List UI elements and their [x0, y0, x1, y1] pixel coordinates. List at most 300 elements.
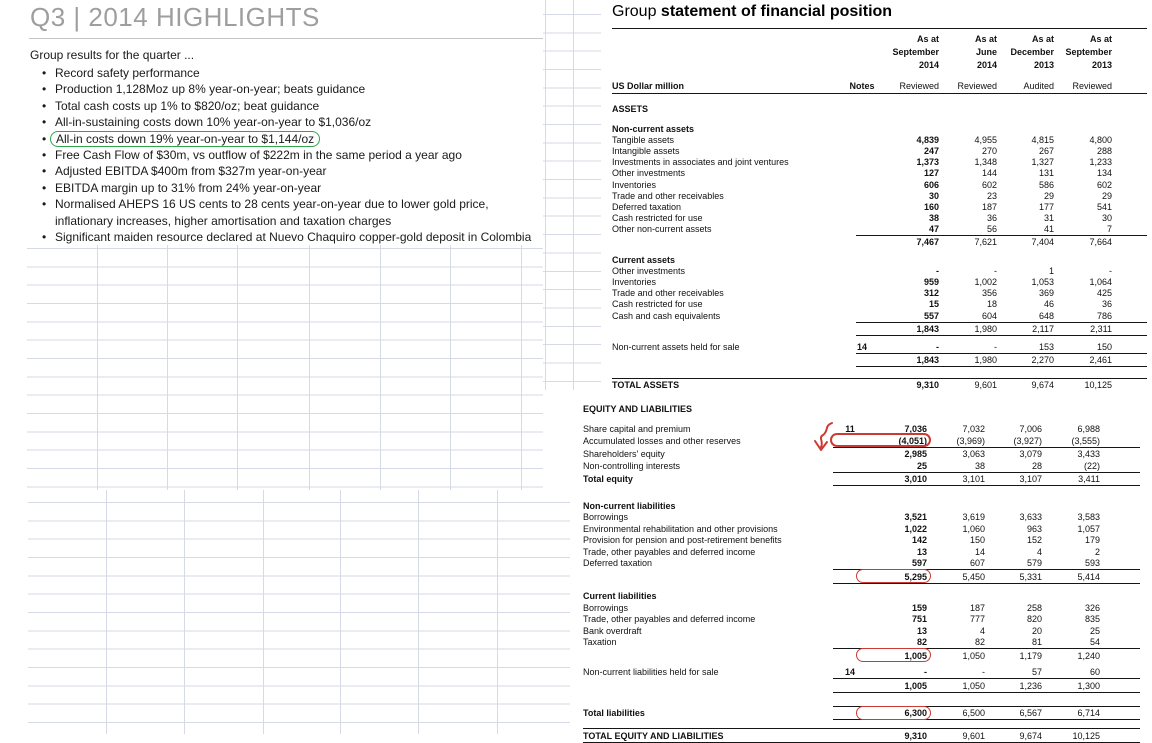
gridline	[380, 243, 381, 490]
period-header-line: 2013	[1033, 60, 1054, 70]
row-value: 4,955	[974, 134, 997, 145]
statement-row	[571, 679, 1152, 691]
row-value: 179	[1084, 535, 1100, 545]
slide-bullet-list	[0, 65, 543, 245]
row-label: Non-controlling interests	[583, 460, 681, 471]
row-value: 9,601	[962, 730, 985, 741]
slide-bullet	[42, 163, 547, 179]
statement-row	[601, 201, 1152, 212]
row-note: 14	[856, 341, 867, 352]
row-value: 10,125	[1084, 380, 1112, 391]
row-label: Total equity	[583, 474, 633, 484]
row-value: 356	[981, 288, 997, 299]
row-value: 187	[981, 201, 997, 212]
row-value: 18	[986, 299, 997, 310]
row-value: 3,521	[904, 512, 927, 522]
table-rule	[856, 335, 1147, 336]
unit-label: US Dollar million	[612, 81, 685, 92]
row-label: Inventories	[612, 179, 657, 190]
row-value: 270	[981, 145, 997, 156]
bullet-dot: •	[42, 197, 47, 212]
row-value: 557	[923, 310, 939, 321]
period-header-line: September	[892, 47, 939, 57]
slide-title-rule	[29, 38, 543, 39]
period-header-line: September	[1065, 47, 1112, 57]
row-label: Other investments	[612, 265, 686, 276]
row-value: 820	[1026, 614, 1042, 624]
row-value: 10,125	[1072, 730, 1100, 741]
row-value: 959	[923, 277, 939, 287]
period-header	[939, 33, 997, 72]
statement-row	[601, 276, 1152, 287]
statement-row	[601, 212, 1152, 223]
bullet-dot: •	[42, 131, 47, 146]
row-value: 7,006	[1019, 424, 1042, 434]
spreadsheet-gridlines-strip	[543, 14, 601, 390]
row-label: Deferred taxation	[583, 558, 653, 568]
row-value: 648	[1038, 310, 1054, 321]
financial-statement-top	[601, 0, 1152, 390]
bullet-text: Adjusted EBITDA $400m from $327m year-on-year	[55, 164, 327, 179]
row-label: Cash restricted for use	[612, 213, 703, 224]
row-value: -	[936, 265, 939, 276]
row-value: 150	[1096, 341, 1112, 352]
row-value: 20	[1031, 625, 1042, 636]
row-value: 6,988	[1077, 424, 1100, 434]
statement-row	[601, 309, 1152, 320]
row-value: 835	[1084, 614, 1100, 624]
statement-row	[571, 545, 1152, 557]
statement-row	[601, 122, 1152, 133]
slide-bullet	[42, 147, 547, 163]
row-value: 1,373	[916, 157, 939, 168]
row-value: (22)	[1083, 460, 1100, 471]
red-arrow-annotation	[812, 420, 840, 458]
row-value: 81	[1031, 637, 1042, 647]
statement-row	[601, 145, 1152, 156]
row-value: 1,980	[974, 323, 997, 334]
period-header-line: 2014	[918, 60, 939, 70]
row-value: 7,404	[1031, 237, 1054, 248]
bullet-text: All-in-sustaining costs down 10% year-on-year to $1,036/oz	[55, 115, 372, 130]
statement-row	[601, 379, 1152, 390]
row-value: 6,714	[1077, 708, 1100, 718]
statement-row	[601, 178, 1152, 189]
row-value: 267	[1038, 145, 1054, 156]
statement-row	[571, 636, 1152, 648]
row-value: 3,063	[962, 449, 985, 459]
row-label: Intangible assets	[612, 145, 680, 156]
row-label: Shareholders' equity	[583, 449, 665, 459]
row-label: Accumulated losses and other reserves	[583, 435, 741, 446]
row-value: -	[994, 265, 997, 276]
row-value: 1,050	[962, 680, 985, 691]
statement-row	[601, 223, 1152, 234]
row-value: 1,053	[1031, 277, 1054, 287]
bullet-dot: •	[42, 115, 47, 130]
row-value: 1,843	[916, 323, 939, 334]
row-label: Non-current assets	[612, 123, 695, 134]
period-header	[997, 33, 1054, 72]
row-value: 1,300	[1077, 680, 1100, 691]
statement-row	[571, 666, 1152, 678]
row-value: 3,107	[1019, 474, 1042, 484]
row-value: 41	[1043, 224, 1054, 235]
statement-row	[601, 323, 1152, 334]
bullet-dot: •	[42, 230, 47, 245]
statement-row	[601, 190, 1152, 201]
row-value: 9,310	[916, 380, 939, 391]
row-value: 1,327	[1031, 157, 1054, 168]
statement-row	[601, 167, 1152, 178]
row-label: Current assets	[612, 254, 676, 265]
bullet-text-highlighted: All-in costs down 19% year-on-year to $1,144/oz	[50, 131, 320, 147]
row-value: 1,236	[1019, 680, 1042, 691]
row-value: 28	[1031, 460, 1042, 471]
statement-title	[612, 3, 1152, 21]
row-value: 593	[1084, 558, 1100, 568]
row-value: (3,555)	[1071, 435, 1100, 446]
row-value: 1,057	[1077, 523, 1100, 534]
statement-row	[601, 341, 1152, 352]
row-value: (3,969)	[956, 435, 985, 446]
row-value: 30	[928, 190, 939, 201]
title-rule	[612, 28, 1147, 29]
row-value: 6,567	[1019, 708, 1042, 718]
gridline	[521, 243, 522, 490]
row-value: 1,022	[904, 523, 927, 534]
row-value: 247	[923, 145, 939, 156]
slide-bullet	[42, 65, 547, 81]
row-note: 14	[844, 667, 855, 677]
gridline	[263, 490, 264, 734]
statement-row	[571, 522, 1152, 534]
spreadsheet-gridlines-lower-left	[28, 502, 570, 734]
row-label: Other investments	[612, 168, 686, 179]
statement-row	[571, 534, 1152, 546]
row-value: 1,005	[904, 680, 927, 691]
period-header-line: June	[975, 47, 997, 57]
row-value: 46	[1043, 299, 1054, 310]
row-label: Bank overdraft	[583, 625, 642, 636]
statement-row	[571, 557, 1152, 569]
row-value: 25	[916, 460, 927, 471]
row-value: 14	[974, 546, 985, 557]
statement-row	[601, 134, 1152, 145]
row-value: 597	[911, 558, 927, 568]
row-value: 4	[1036, 546, 1042, 557]
financial-statement-bottom	[571, 390, 1152, 741]
spreadsheet-gridlines-upper-left	[27, 248, 543, 490]
gridline	[309, 243, 310, 490]
table-rule	[856, 366, 1147, 367]
row-label: Trade, other payables and deferred income	[583, 614, 756, 624]
row-label: Cash and cash equivalents	[612, 310, 721, 321]
row-value: -	[936, 341, 939, 352]
row-value: 38	[974, 460, 985, 471]
row-value: 57	[1031, 667, 1042, 677]
bullet-text: Normalised AHEPS 16 US cents to 28 cents year-on-year due to lower gold price, inflationary increases, higher amortisation and taxation charges	[55, 197, 489, 228]
statement-title-main: statement of financial position	[660, 3, 893, 20]
gridline	[340, 490, 341, 734]
row-value: 1,348	[974, 157, 997, 168]
row-value: 25	[1089, 625, 1100, 636]
row-label: Trade and other receivables	[612, 190, 724, 201]
row-label: Tangible assets	[612, 134, 675, 145]
row-value: 3,010	[904, 474, 927, 484]
bullet-dot: •	[42, 164, 47, 179]
slide-bullet	[42, 131, 547, 147]
row-value: 56	[986, 224, 997, 235]
statement-row	[571, 511, 1152, 523]
statement-row	[601, 103, 1152, 114]
statement-row	[601, 265, 1152, 276]
column-headers	[601, 33, 1152, 72]
row-value: 152	[1026, 535, 1042, 545]
statement-row	[571, 473, 1152, 485]
row-value: 29	[1043, 190, 1054, 201]
statement-row	[571, 590, 1152, 602]
row-value: 1,002	[974, 277, 997, 287]
row-label: Share capital and premium	[583, 424, 691, 434]
table-rule	[833, 485, 1140, 486]
row-label: Other non-current assets	[612, 224, 712, 235]
statement-row	[601, 287, 1152, 298]
row-label: Investments in associates and joint ventures	[612, 157, 789, 168]
audit-status: Reviewed	[1072, 81, 1112, 92]
period-header-line: 2013	[1091, 60, 1112, 70]
row-label: Trade, other payables and deferred income	[583, 546, 756, 557]
bullet-text: Free Cash Flow of $30m, vs outflow of $222m in the same period a year ago	[55, 148, 462, 163]
row-value: 30	[1101, 213, 1112, 224]
slide-bullet	[42, 180, 547, 196]
row-value: 602	[981, 179, 997, 190]
row-value: 2,270	[1031, 355, 1054, 366]
row-value: 3,411	[1078, 474, 1100, 484]
statement-row	[601, 253, 1152, 264]
row-value: 23	[986, 190, 997, 201]
equity-liabilities-section	[571, 402, 1152, 743]
row-value: 2,461	[1089, 355, 1112, 366]
slide-bullet	[42, 114, 547, 130]
gridline	[418, 490, 419, 734]
statement-row	[571, 649, 1152, 661]
row-value: 586	[1038, 179, 1054, 190]
row-value: 7,036	[904, 424, 927, 434]
header-rule	[612, 93, 1147, 94]
row-value: 541	[1096, 201, 1112, 212]
row-value-circled: 5,295	[863, 572, 927, 582]
bullet-text: Total cash costs up 1% to $820/oz; beat guidance	[55, 98, 320, 113]
period-header-line: 2014	[976, 60, 997, 70]
row-label: TOTAL EQUITY AND LIABILITIES	[583, 730, 724, 741]
row-value: 5,414	[1077, 571, 1100, 582]
row-value: 4,839	[916, 134, 939, 145]
slide-bullet	[42, 229, 547, 245]
period-header-line: As at	[974, 34, 997, 44]
row-value: 54	[1089, 637, 1100, 647]
row-label: EQUITY AND LIABILITIES	[583, 403, 693, 414]
statement-row	[571, 570, 1152, 582]
row-label: ASSETS	[612, 104, 649, 115]
row-label: Non-current liabilities	[583, 500, 676, 511]
bullet-dot: •	[42, 82, 47, 97]
row-value: 150	[969, 535, 985, 545]
row-value: 2,311	[1090, 323, 1112, 334]
bullet-dot: •	[42, 66, 47, 80]
row-value: (3,927)	[1013, 435, 1042, 446]
row-label: Inventories	[612, 277, 657, 287]
row-value: 9,674	[1031, 380, 1054, 391]
row-value: 1,843	[916, 355, 939, 366]
statement-row	[571, 601, 1152, 613]
gridline	[97, 243, 98, 490]
row-value: 159	[911, 602, 927, 613]
row-value: 187	[969, 602, 985, 613]
row-label: Non-current assets held for sale	[612, 341, 740, 352]
gridline	[184, 490, 185, 734]
statement-row	[571, 459, 1152, 471]
row-value: 36	[1101, 299, 1112, 310]
statement-row	[601, 298, 1152, 309]
period-header	[1054, 33, 1112, 72]
row-value: 7,467	[916, 237, 939, 248]
row-value: 177	[1038, 201, 1054, 212]
highlights-slide	[0, 0, 543, 245]
row-value: 9,674	[1019, 730, 1042, 741]
statement-title-prefix: Group	[612, 3, 661, 20]
statement-row	[571, 624, 1152, 636]
row-value: 127	[923, 168, 939, 179]
gridline	[237, 243, 238, 490]
row-value: 3,583	[1077, 512, 1100, 522]
row-note: 11	[845, 424, 855, 434]
assets-section	[601, 103, 1152, 398]
row-value: 13	[916, 625, 927, 636]
statement-row	[571, 707, 1152, 719]
row-value: 607	[969, 558, 985, 568]
row-value: 38	[928, 213, 939, 224]
row-value: 7,621	[974, 237, 997, 248]
row-value: 153	[1038, 341, 1054, 352]
row-label: Borrowings	[583, 602, 629, 613]
statement-row	[571, 613, 1152, 625]
row-value: 2	[1094, 546, 1100, 557]
row-value: 47	[928, 224, 939, 235]
row-value: 786	[1096, 310, 1112, 321]
row-value: 9,310	[904, 730, 927, 741]
row-label: Current liabilities	[583, 591, 657, 601]
statement-row	[601, 236, 1152, 247]
bullet-text: Significant maiden resource declared at Nuevo Chaquiro copper-gold deposit in Colombia	[55, 230, 532, 245]
row-value: 1,233	[1089, 157, 1112, 168]
row-value: 3,101	[962, 474, 985, 484]
slide-title: Q3 | 2014 HIGHLIGHTS	[30, 2, 320, 32]
period-header-line: As at	[1031, 34, 1054, 44]
gridline	[573, 0, 574, 390]
audit-status: Reviewed	[957, 81, 997, 92]
row-value: -	[994, 341, 997, 352]
row-label: TOTAL ASSETS	[612, 380, 680, 391]
row-label: Deferred taxation	[612, 201, 682, 212]
row-value: 4	[979, 625, 985, 636]
row-value: 4,815	[1031, 134, 1054, 145]
row-value: 3,433	[1077, 449, 1100, 459]
row-value: 1,980	[974, 355, 997, 366]
row-value-circled: 6,300	[863, 708, 927, 718]
row-value: 751	[911, 614, 927, 624]
row-label: Total liabilities	[583, 708, 645, 718]
statement-row	[571, 499, 1152, 511]
row-label: Non-current liabilities held for sale	[583, 667, 719, 677]
row-value: 13	[916, 546, 927, 557]
row-value: -	[982, 667, 985, 677]
bullet-text: Record safety performance	[55, 66, 200, 80]
row-value: 369	[1038, 288, 1054, 299]
row-value: 134	[1096, 168, 1112, 179]
row-label: Taxation	[583, 637, 617, 647]
row-value: 144	[981, 168, 997, 179]
bullet-text: Production 1,128Moz up 8% year-on-year; beats guidance	[55, 82, 366, 97]
row-value: 2,117	[1032, 323, 1054, 334]
row-value: 579	[1026, 558, 1042, 568]
unit-header-row	[601, 80, 1152, 91]
bullet-dot: •	[42, 180, 47, 195]
bullet-dot: •	[42, 98, 47, 113]
row-value: -	[1109, 265, 1112, 276]
audit-status: Audited	[1023, 81, 1054, 92]
period-header-line: As at	[916, 34, 939, 44]
row-value: 3,633	[1019, 512, 1042, 522]
row-value: 288	[1096, 145, 1112, 156]
slide-bullet	[42, 196, 547, 229]
row-label: Environmental rehabilitation and other provisions	[583, 523, 778, 534]
row-label: Borrowings	[583, 512, 629, 522]
row-value: 7	[1106, 224, 1112, 235]
gridline	[450, 243, 451, 490]
statement-row	[571, 434, 1152, 446]
row-value: 3,619	[962, 512, 985, 522]
statement-row	[601, 354, 1152, 365]
row-value: 6,500	[962, 708, 985, 718]
row-value: 602	[1096, 179, 1112, 190]
audit-status: Reviewed	[899, 81, 939, 92]
slide-intro-text: Group results for the quarter ...	[30, 48, 195, 62]
row-value: 1,060	[962, 523, 985, 534]
row-value: 326	[1084, 602, 1100, 613]
table-rule	[833, 692, 1140, 693]
row-value: 5,331	[1019, 571, 1042, 582]
row-value: 1,050	[962, 650, 985, 661]
statement-row	[601, 156, 1152, 167]
row-value: 606	[923, 179, 939, 190]
row-value: 777	[969, 614, 985, 624]
row-value: 1	[1048, 265, 1054, 276]
row-value: 82	[916, 637, 927, 647]
row-value: 131	[1038, 168, 1054, 179]
row-value: 7,664	[1089, 237, 1112, 248]
row-value: 29	[1101, 190, 1112, 201]
row-label: Cash restricted for use	[612, 299, 703, 310]
gridline	[167, 243, 168, 490]
row-value: 1,240	[1077, 650, 1100, 661]
notes-header: Notes	[849, 81, 875, 92]
row-label: Provision for pension and post-retirement benefits	[583, 535, 782, 545]
row-value: 604	[981, 310, 997, 321]
slide-bullet	[42, 98, 547, 114]
row-label: Trade and other receivables	[612, 288, 724, 299]
row-value: 5,450	[962, 571, 985, 582]
